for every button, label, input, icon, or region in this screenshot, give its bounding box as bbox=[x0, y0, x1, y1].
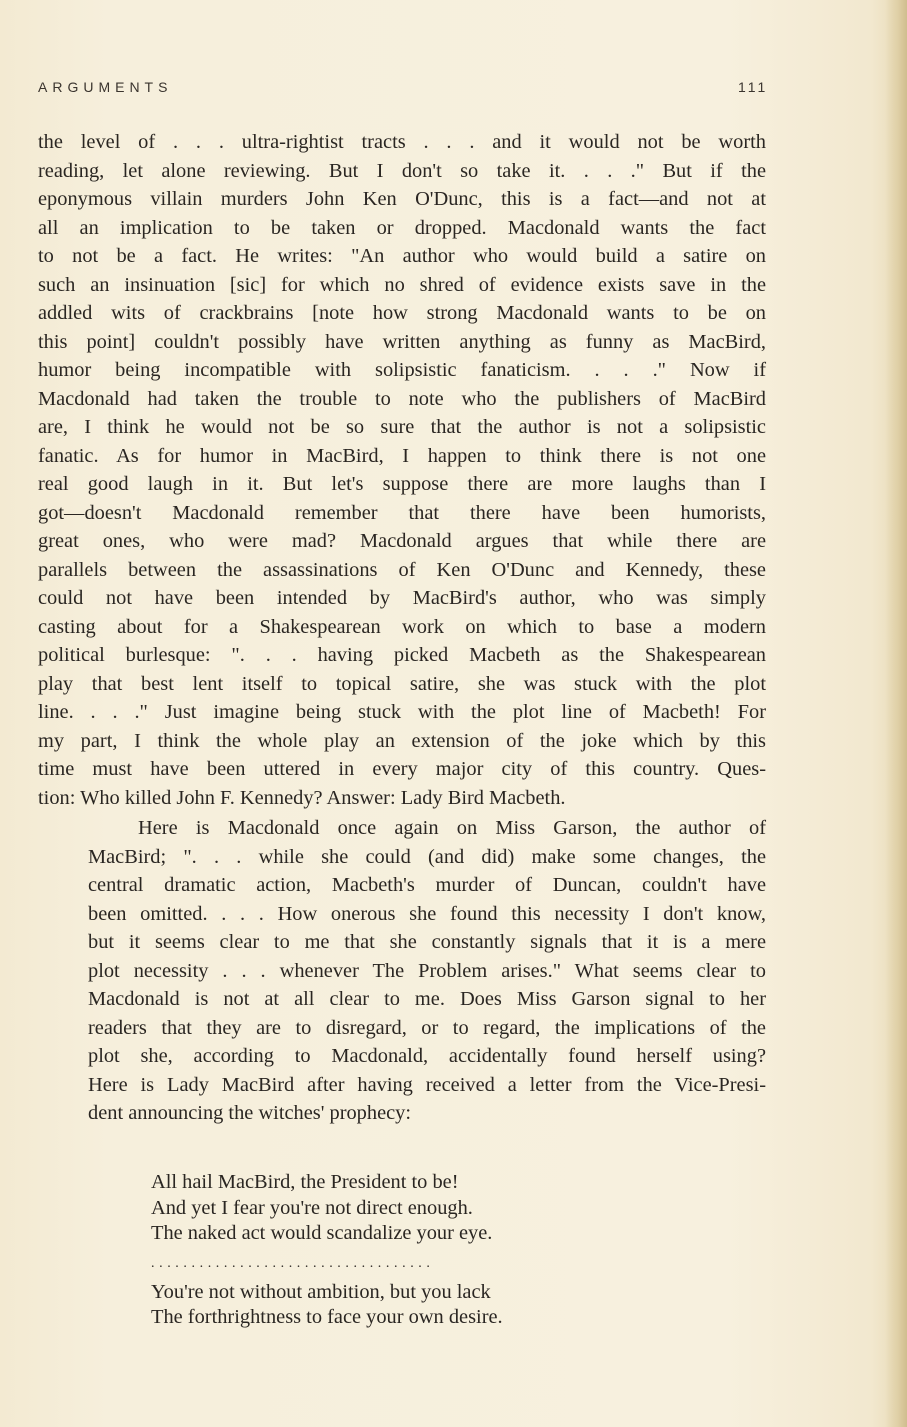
text-line: Here is Lady MacBird after having received a letter from the Vice-Presi- bbox=[88, 1073, 766, 1096]
text-line: this point] couldn't possibly have written anything as funny as MacBird, bbox=[38, 330, 766, 353]
text-line: such an insinuation [sic] for which no shred of evidence exists save in the bbox=[38, 273, 766, 296]
text-line: Macdonald is not at all clear to me. Does Miss Garson signal to her bbox=[88, 988, 766, 1010]
text-line: tion: Who killed John F. Kennedy? Answer: Lady Bird Macbeth. bbox=[38, 786, 566, 809]
text-line: play that best lent itself to topical satire, she was stuck with the plot bbox=[38, 672, 766, 695]
text-line: dent announcing the witches' prophecy: bbox=[88, 1102, 412, 1124]
verse-quotation bbox=[151, 1170, 611, 1331]
verse-line: You're not without ambition, but you lack bbox=[151, 1280, 491, 1303]
text-line: been omitted. . . . How onerous she found this necessity I don't know, bbox=[88, 902, 766, 925]
text-line: my part, I think the whole play an extension of the joke which by this bbox=[38, 729, 766, 752]
text-line: the level of . . . ultra-rightist tracts . . . and it would not be worth bbox=[38, 131, 766, 153]
verse-line: And yet I fear you're not direct enough. bbox=[151, 1196, 473, 1219]
text-line: plot she, according to Macdonald, accidentally found herself using? bbox=[88, 1045, 766, 1067]
text-line: readers that they are to disregard, or to regard, the implications of the bbox=[88, 1016, 766, 1039]
paragraph-2 bbox=[38, 814, 766, 1128]
text-line: all an implication to be taken or dropped. Macdonald wants the fact bbox=[38, 216, 766, 239]
verse-line: The naked act would scandalize your eye. bbox=[151, 1222, 493, 1244]
text-line: parallels between the assassinations of Ken O'Dunc and Kennedy, these bbox=[38, 558, 766, 581]
page-number: 111 bbox=[738, 79, 769, 95]
text-line: Here is Macdonald once again on Miss Garson, the author of bbox=[138, 817, 766, 839]
page-edge-shadow bbox=[885, 0, 907, 1427]
text-line: humor being incompatible with solipsistic fanaticism. . . ." Now if bbox=[38, 359, 766, 381]
text-line: great ones, who were mad? Macdonald argues that while there are bbox=[38, 530, 766, 552]
text-line: casting about for a Shakespearean work on which to base a modern bbox=[38, 615, 766, 638]
text-line: to not be a fact. He writes: "An author who would build a satire on bbox=[38, 245, 766, 267]
verse-line: The forthrightness to face your own desire. bbox=[151, 1306, 503, 1328]
text-line: line. . . ." Just imagine being stuck with the plot line of Macbeth! For bbox=[38, 701, 766, 723]
text-line: central dramatic action, Macbeth's murder of Duncan, couldn't have bbox=[88, 874, 766, 896]
text-line: but it seems clear to me that she constantly signals that it is a mere bbox=[88, 931, 766, 953]
text-line: eponymous villain murders John Ken O'Dunc, this is a fact—and not at bbox=[38, 188, 766, 210]
text-line: MacBird; ". . . while she could (and did) make some changes, the bbox=[88, 845, 766, 868]
verse-line: All hail MacBird, the President to be! bbox=[151, 1171, 459, 1193]
text-line: fanatic. As for humor in MacBird, I happen to think there is not one bbox=[38, 444, 766, 467]
paragraph-1 bbox=[38, 128, 766, 812]
text-line: addled wits of crackbrains [note how strong Macdonald wants to be on bbox=[38, 302, 766, 324]
text-line: could not have been intended by MacBird's author, who was simply bbox=[38, 587, 766, 609]
text-line: real good laugh in it. But let's suppose there are more laughs than I bbox=[38, 473, 766, 495]
text-line: plot necessity . . . whenever The Problem arises." What seems clear to bbox=[88, 959, 766, 982]
body-text bbox=[38, 128, 766, 1128]
text-line: reading, let alone reviewing. But I don't so take it. . . ." But if the bbox=[38, 159, 766, 182]
running-head: ARGUMENTS bbox=[38, 79, 173, 95]
text-line: Macdonald had taken the trouble to note who the publishers of MacBird bbox=[38, 387, 766, 410]
text-line: are, I think he would not be so sure that the author is not a solipsistic bbox=[38, 416, 766, 438]
text-line: time must have been uttered in every major city of this country. Ques- bbox=[38, 758, 766, 780]
text-line: political burlesque: ". . . having picked Macbeth as the Shakespearean bbox=[38, 644, 766, 666]
verse-ellipsis: ................................... bbox=[151, 1255, 435, 1271]
text-line: got—doesn't Macdonald remember that there have been humorists, bbox=[38, 501, 766, 524]
